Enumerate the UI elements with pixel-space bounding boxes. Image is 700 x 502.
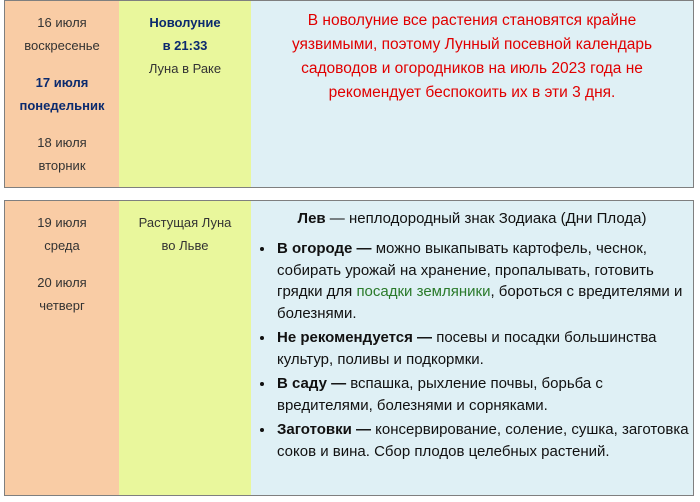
- date-column: [5, 1, 119, 187]
- zodiac-description: — неплодородный знак Зодиака (Дни Плода): [325, 210, 647, 227]
- new-moon-warning: В новолуние все растения становятся крайне уязвимыми, поэтому Лунный посевной календарь садоводов и огородников на июль 2023 года не рекомендует беспокоить их в эти 3 дня.: [291, 12, 653, 101]
- zodiac-heading: [251, 201, 693, 230]
- description-column: [251, 1, 693, 187]
- list-item: [275, 373, 693, 416]
- moon-phase-title: Растущая Луна: [138, 215, 232, 230]
- date-weekday: воскресенье: [24, 38, 100, 53]
- item-text: консервирование, соление, сушка, заготовка соков и вина. Сбор плодов целебных растений.: [277, 421, 689, 460]
- date-weekday: четверг: [39, 298, 85, 313]
- recommendation-list: [251, 238, 693, 462]
- date-column: [5, 201, 119, 495]
- item-text: вспашка, рыхление почвы, борьба с вредителями, болезнями и сорняками.: [277, 375, 603, 414]
- moon-sign: Луна в Раке: [148, 61, 222, 76]
- description-column: [251, 201, 693, 495]
- moon-phase-time: в 21:33: [162, 38, 208, 53]
- moon-sign: во Льве: [161, 238, 209, 253]
- date-entry: [5, 211, 119, 257]
- item-text: посевы и посадки большинства культур, поливы и подкормки.: [277, 329, 657, 368]
- strawberry-planting-link[interactable]: посадки земляники: [356, 283, 491, 300]
- date-day: 19 июля: [37, 215, 87, 230]
- date-day: 18 июля: [37, 135, 87, 150]
- list-item: [275, 327, 693, 370]
- date-day: 17 июля: [35, 75, 89, 90]
- date-entry-highlighted: [5, 71, 119, 117]
- date-weekday: понедельник: [19, 98, 105, 113]
- zodiac-sign: Лев: [297, 210, 326, 227]
- moon-phase-column: [119, 201, 251, 495]
- date-entry: [5, 271, 119, 317]
- date-entry: [5, 11, 119, 57]
- date-day: 20 июля: [37, 275, 87, 290]
- item-text: , бороться с вредителями и болезнями.: [277, 283, 683, 322]
- date-weekday: среда: [44, 238, 80, 253]
- moon-phase-title: Новолуние: [149, 15, 221, 30]
- moon-phase-column: [119, 1, 251, 187]
- list-item: [275, 419, 693, 462]
- item-label: Заготовки —: [277, 421, 372, 438]
- calendar-row-new-moon: [4, 0, 694, 188]
- item-label: Не рекомендуется —: [277, 329, 433, 346]
- list-item: [275, 238, 693, 324]
- calendar-row-leo: [4, 200, 694, 496]
- item-text: можно выкапывать картофель, чеснок, собирать урожай на хранение, пропалывать, готовить грядки для: [277, 240, 654, 300]
- date-weekday: вторник: [38, 158, 86, 173]
- date-entry: [5, 131, 119, 177]
- item-label: В огороде —: [277, 240, 372, 257]
- item-label: В саду —: [277, 375, 347, 392]
- date-day: 16 июля: [37, 15, 87, 30]
